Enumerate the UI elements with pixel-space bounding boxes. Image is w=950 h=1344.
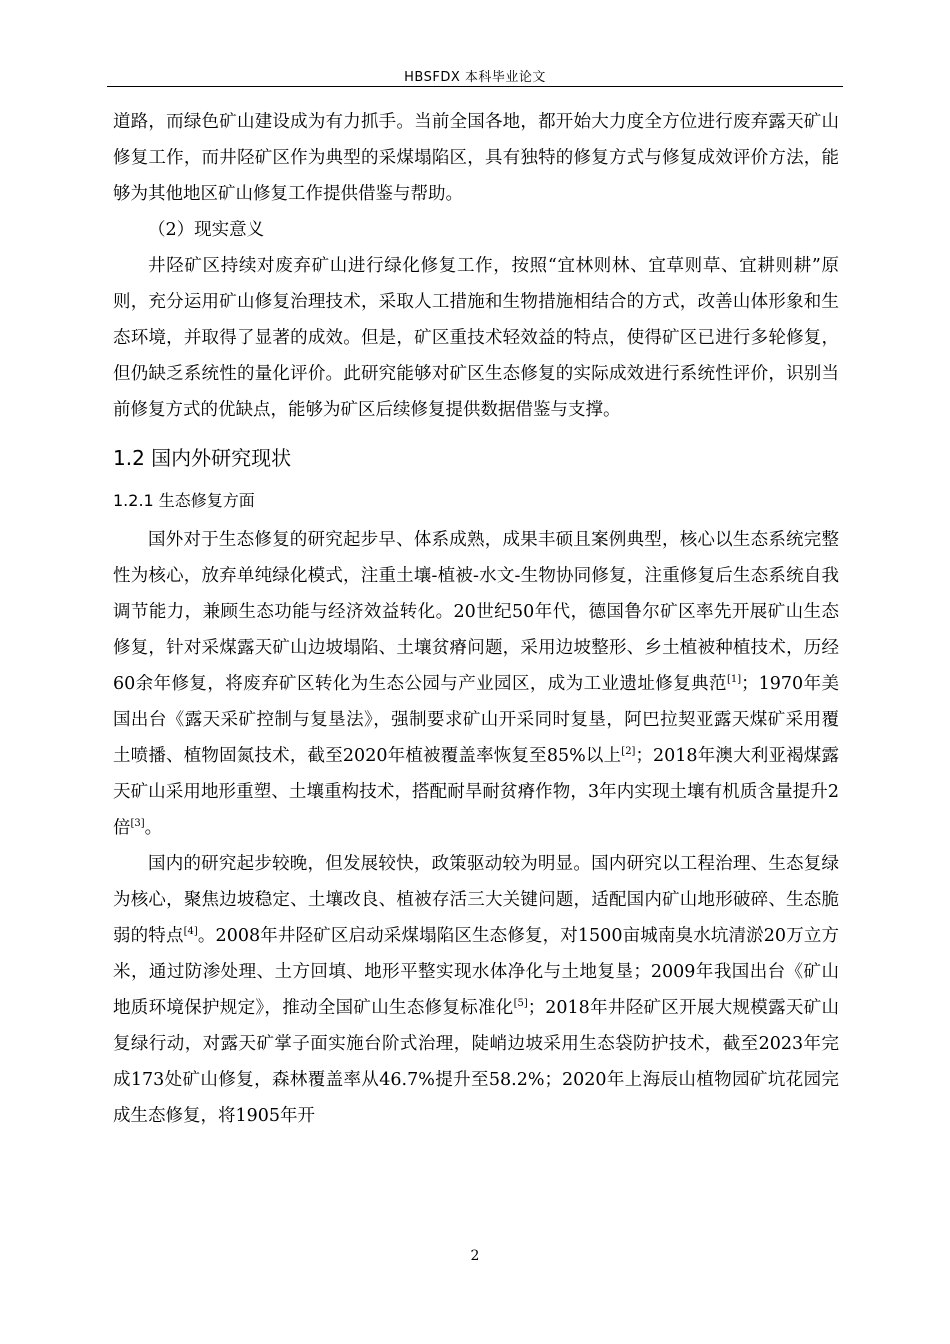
section-heading: 1.2 国内外研究现状 (113, 446, 292, 470)
paragraph-domestic-research (113, 846, 839, 1134)
citation-2: [2] (621, 746, 636, 758)
paragraph-practical-significance-label: （2）现实意义 (148, 220, 265, 240)
text-run: ；2018年井陉矿区开展大规模露天矿山复绿行动，对露天矿掌子面实施台阶式治理，陡峭边坡采用生态袋防护技术，截至2023年完成173处矿山修复，森林覆盖率从46.7%提升至58.2%；2020年上海辰山植物园矿坑花园完成生态修复，将1905年开 (113, 998, 839, 1126)
paragraph-continuation: 道路，而绿色矿山建设成为有力抓手。当前全国各地，都开始大力度全方位进行废弃露天矿山修复工作，而井陉矿区作为典型的采煤塌陷区，具有独特的修复方式与修复成效评价方法，能够为其他地区矿山修复工作提供借鉴与帮助。 (113, 112, 839, 204)
citation-3: [3] (130, 818, 145, 830)
document-body (113, 104, 839, 1134)
page-header-title: HBSFDX 本科毕业论文 (404, 70, 546, 85)
subsection-heading: 1.2.1 生态修复方面 (113, 491, 255, 510)
text-run: 。 (144, 818, 163, 838)
citation-1: [1] (726, 674, 742, 686)
citation-5: [5] (513, 998, 528, 1010)
text-run: ；2018年澳大利亚褐煤露天矿山采用地形重塑、土壤重构技术，搭配耐旱耐贫瘠作物，3年内实现土壤有机质含量提升2倍 (113, 746, 839, 838)
text-run: 国内的研究起步较晚，但发展较快，政策驱动较为明显。国内研究以工程治理、生态复绿为核心，聚焦边坡稳定、土壤改良、植被存活三大关键问题，适配国内矿山地形破碎、生态脆弱的特点 (113, 854, 839, 946)
paragraph-practical-significance: 井陉矿区持续对废弃矿山进行绿化修复工作，按照“宜林则林、宜草则草、宜耕则耕”原则，充分运用矿山修复治理技术，采取人工措施和生物措施相结合的方式，改善山体形象和生态环境，并取得了显著的成效。但是，矿区重技术轻效益的特点，使得矿区已进行多轮修复，但仍缺乏系统性的量化评价。此研究能够对矿区生态修复的实际成效进行系统性评价，识别当前修复方式的优缺点，能够为矿区后续修复提供数据借鉴与支撑。 (113, 256, 839, 420)
header-divider (107, 86, 843, 87)
page-number: 2 (470, 1248, 480, 1264)
text-run: 国外对于生态修复的研究起步早、体系成熟，成果丰硕且案例典型，核心以生态系统完整性为核心，放弃单纯绿化模式，注重土壤-植被-水文-生物协同修复，注重修复后生态系统自我调节能力，兼顾生态功能与经济效益转化。20世纪50年代，德国鲁尔矿区率先开展矿山生态修复，针对采煤露天矿山边坡塌陷、土壤贫瘠问题，采用边坡整形、乡土植被种植技术，历经60余年修复，将废弃矿区转化为生态公园与产业园区，成为工业遗址修复典范 (113, 530, 839, 694)
citation-4: [4] (183, 926, 198, 938)
text-run: 。2008年井陉矿区启动采煤塌陷区生态修复，对1500亩城南臭水坑清淤20万立方米，通过防渗处理、土方回填、地形平整实现水体净化与土地复垦；2009年我国出台《矿山地质环境保护规定》，推动全国矿山生态修复标准化 (113, 926, 839, 1018)
text-run: ；1970年美国出台《露天采矿控制与复垦法》，强制要求矿山开采同时复垦，阿巴拉契亚露天煤矿采用覆土喷播、植物固氮技术，截至2020年植被覆盖率恢复至85%以上 (113, 674, 839, 766)
paragraph-foreign-research (113, 522, 839, 846)
